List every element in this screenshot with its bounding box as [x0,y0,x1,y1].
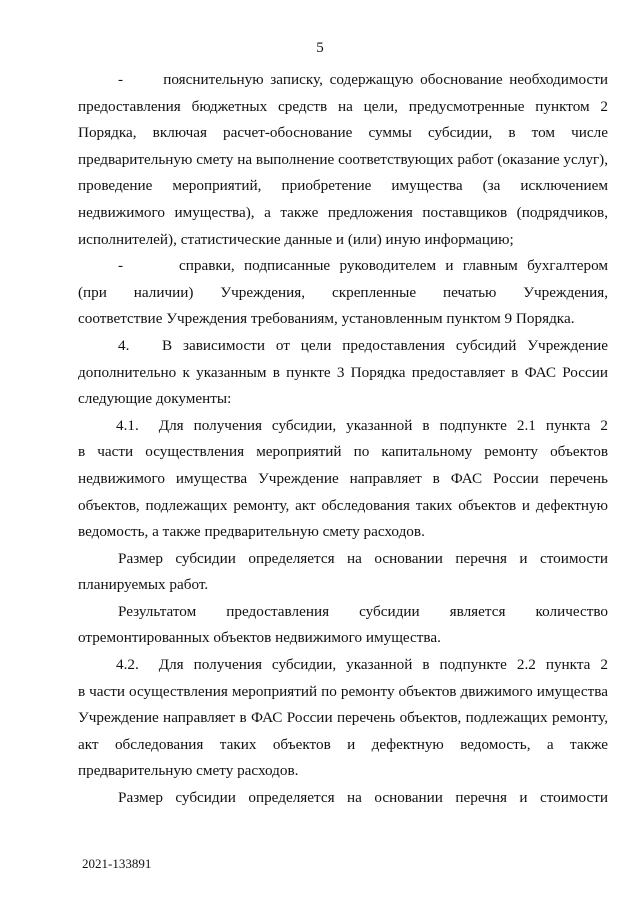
text-line: (при наличии) Учреждения, скрепленные печатью Учреждения, [78,283,608,301]
text-line: 4. В зависимости от цели предоставления субсидий Учреждение [118,336,608,354]
text-line: следующие документы: [78,390,232,408]
text-line: ведомость, а также предварительную смету расходов. [78,523,425,541]
text-line: Размер субсидии определяется на основании перечня и стоимости [118,549,608,567]
text-line: предварительную смету расходов. [78,762,299,780]
text-line: предоставления бюджетных средств на цели, предусмотренные пунктом 2 [78,97,608,115]
text-line: Результатом предоставления субсидии является количество [118,602,608,620]
text-line: отремонтированных объектов недвижимого имущества. [78,629,441,647]
text-line: предварительную смету на выполнение соответствующих работ (оказание услуг), [78,150,608,168]
text-line: дополнительно к указанным в пункте 3 Порядка предоставляет в ФАС России [78,363,608,381]
text-line: Учреждение направляет в ФАС России перечень объектов, подлежащих ремонту, [78,709,608,727]
text-line: недвижимого имущества Учреждение направляет в ФАС России перечень [78,469,608,487]
text-line: недвижимого имущества), а также предложения поставщиков (подрядчиков, [78,203,608,221]
text-line: в части осуществления мероприятий по ремонту объектов движимого имущества [78,682,608,700]
text-line: акт обследования таких объектов и дефектную ведомость, а также [78,735,608,753]
text-line: Размер субсидии определяется на основании перечня и стоимости [118,789,608,807]
text-line: 4.1. Для получения субсидии, указанной в подпункте 2.1 пункта 2 [116,416,608,434]
text-line: объектов, подлежащих ремонту, акт обследования таких объектов и дефектную [78,496,608,514]
page-number: 5 [316,40,324,56]
text-line: исполнителей), статистические данные и (или) иную информацию; [78,230,514,248]
text-line: - пояснительную записку, содержащую обоснование необходимости [118,71,608,88]
document-code: 2021-133891 [82,856,152,871]
text-line: - справки, подписанные руководителем и главным бухгалтером [118,257,608,275]
document-body [78,67,608,812]
text-line: в части осуществления мероприятий по капитальному ремонту объектов [78,443,608,461]
text-line: планируемых работ. [78,576,209,594]
text-line: Порядка, включая расчет-обоснование суммы субсидии, в том числе [78,124,608,142]
text-line: проведение мероприятий, приобретение имущества (за исключением [78,177,608,195]
text-line: соответствие Учреждения требованиям, установленным пунктом 9 Порядка. [78,310,575,328]
text-line: 4.2. Для получения субсидии, указанной в подпункте 2.2 пункта 2 [116,656,608,674]
